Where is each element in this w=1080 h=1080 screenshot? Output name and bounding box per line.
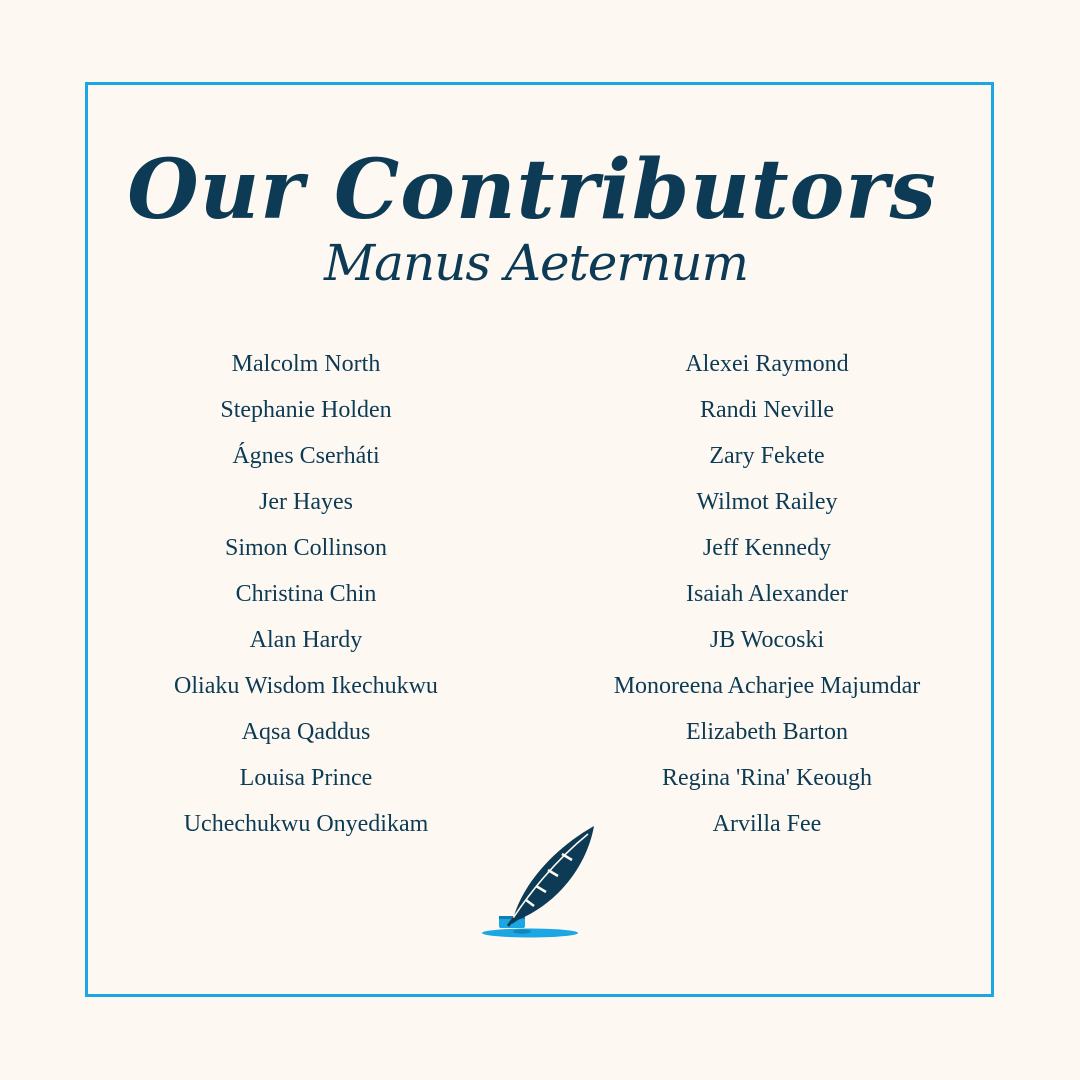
contributor-name: Louisa Prince (239, 765, 373, 791)
contributor-name: Uchechukwu Onyedikam (183, 811, 429, 837)
quill-ink-icon (478, 822, 598, 942)
contributor-name: Ágnes Cserháti (232, 443, 380, 469)
contributor-name: Jer Hayes (259, 489, 353, 515)
contributor-name: Aqsa Qaddus (241, 719, 371, 745)
page-title: Our Contributors (127, 142, 937, 238)
contributor-name: Monoreena Acharjee Majumdar (613, 673, 921, 699)
contributor-name: Christina Chin (235, 581, 377, 607)
contributor-name: Wilmot Railey (696, 489, 838, 515)
contributor-name: Elizabeth Barton (686, 719, 848, 745)
contributor-name: Simon Collinson (224, 535, 388, 561)
contributors-left-column (146, 341, 466, 847)
contributor-name: Malcolm North (231, 351, 381, 377)
contributor-name: Alan Hardy (249, 627, 363, 653)
contributor-name: Randi Neville (700, 397, 834, 423)
contributor-name: JB Wocoski (709, 627, 825, 653)
page-subtitle: Manus Aeternum (323, 234, 749, 292)
contributor-name: Jeff Kennedy (702, 535, 832, 561)
contributor-name: Oliaku Wisdom Ikechukwu (174, 673, 438, 699)
contributor-name: Alexei Raymond (685, 351, 849, 377)
contributor-name: Stephanie Holden (220, 397, 392, 423)
contributors-right-column (587, 341, 947, 847)
contributor-name: Isaiah Alexander (686, 581, 848, 607)
contributor-name: Zary Fekete (709, 443, 825, 469)
contributor-name: Arvilla Fee (712, 811, 822, 837)
contributor-name: Regina 'Rina' Keough (662, 765, 872, 791)
